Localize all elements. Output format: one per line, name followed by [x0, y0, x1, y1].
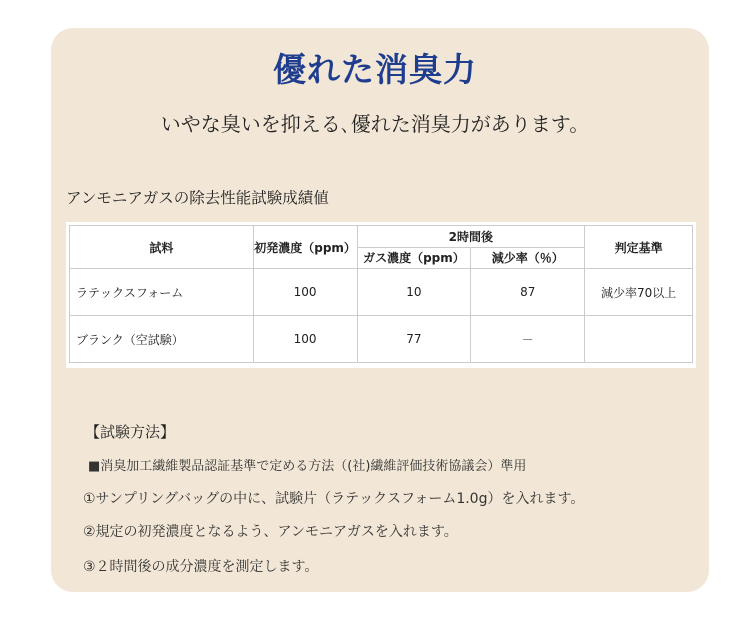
cell-gas-concentration: 10 — [357, 269, 471, 316]
header-after-2h: 2時間後 — [357, 226, 585, 248]
cell-initial: 100 — [253, 269, 357, 316]
cell-reduction: － — [471, 316, 585, 363]
cell-reduction: 87 — [471, 269, 585, 316]
method-line: ①サンプリングバッグの中に、試験片（ラテックスフォーム1.0g）を入れます。 — [83, 491, 585, 507]
results-table-container — [66, 222, 696, 368]
cell-criteria: 減少率70以上 — [585, 269, 693, 316]
table-row — [70, 269, 693, 316]
table-row — [70, 316, 693, 363]
page-subtitle: いやな臭いを抑える､優れた消臭力があります。 — [160, 112, 590, 136]
cell-sample: ラテックスフォーム — [70, 269, 254, 316]
cell-gas-concentration: 77 — [357, 316, 471, 363]
method-line: ②規定の初発濃度となるよう、アンモニアガスを入れます。 — [83, 524, 458, 540]
page-title: 優れた消臭力 — [273, 50, 477, 89]
header-reduction-rate: 減少率（％） — [471, 247, 585, 269]
results-table — [69, 225, 693, 363]
cell-criteria — [585, 316, 693, 363]
cell-initial: 100 — [253, 316, 357, 363]
header-initial-concentration: 初発濃度（ppm） — [253, 226, 357, 269]
header-sample: 試料 — [70, 226, 254, 269]
method-line: ■消臭加工繊維製品認証基準で定める方法（(社)繊維評価技術協議会）準用 — [88, 459, 527, 474]
methods-title: 【試験方法】 — [85, 423, 176, 441]
method-line: ③２時間後の成分濃度を測定します。 — [83, 559, 319, 575]
header-gas-concentration: ガス濃度（ppm） — [357, 247, 471, 269]
table-heading: アンモニアガスの除去性能試験成績値 — [66, 189, 329, 207]
header-criteria: 判定基準 — [585, 226, 693, 269]
cell-sample: ブランク（空試験） — [70, 316, 254, 363]
